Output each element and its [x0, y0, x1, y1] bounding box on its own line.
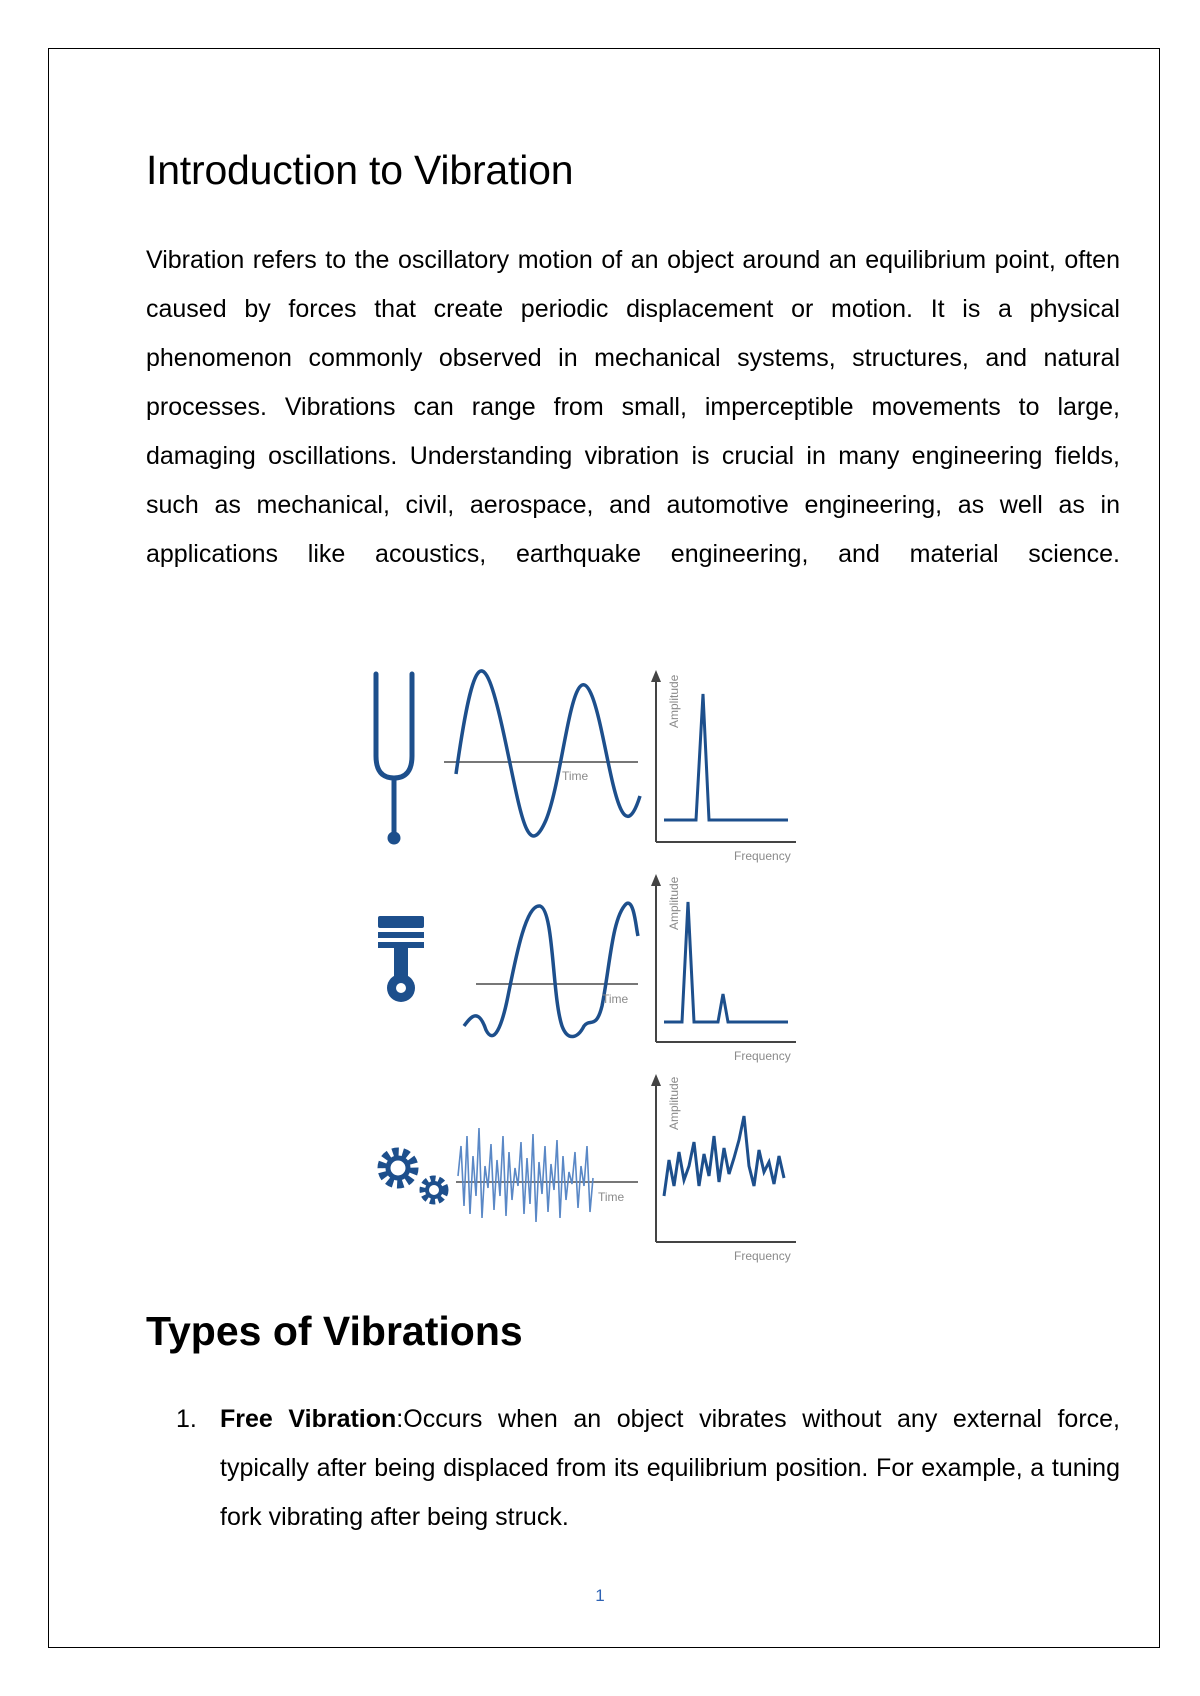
random-wave-plot — [456, 1128, 638, 1222]
list-text: :Occurs when an object vibrates without any external force, typically after being displaced from its equilibrium position. For example, a tuning fork vibrating after being struck. — [220, 1405, 1120, 1531]
spectrum-plot-3 — [651, 1074, 796, 1263]
list-number: 1. — [176, 1405, 197, 1433]
frequency-label: Frequency — [734, 849, 791, 863]
spectrum-peaks — [664, 902, 788, 1022]
frequency-label-2: Frequency — [734, 1049, 791, 1063]
page-number: 1 — [595, 1586, 605, 1605]
gears-icon — [382, 1152, 445, 1201]
intro-paragraph: Vibration refers to the oscillatory motion of an object around an equilibrium point, often caused by forces that create periodic displacement or motion. It is a physical phenomenon commonly observed in mechanical systems, structures, and natural processes. Vibrations can range from small, imperceptible movements to large, damaging oscillations. Understanding vibration is crucial in many engineering fields, such as mechanical, civil, aerospace, and automotive engineering, as well as in applications like acoustics, earthquake engineering, and material science. — [146, 246, 1120, 568]
amplitude-label-2: Amplitude — [667, 876, 681, 930]
vibration-diagram — [356, 666, 816, 1286]
tuning-fork-icon — [376, 674, 412, 842]
piston-icon — [378, 916, 424, 1002]
frequency-label-3: Frequency — [734, 1249, 791, 1263]
amplitude-label-3: Amplitude — [667, 1076, 681, 1130]
spectrum-peak — [664, 694, 788, 820]
list-term: Free Vibration — [220, 1405, 397, 1433]
amplitude-label: Amplitude — [667, 674, 681, 728]
distorted-wave-plot — [464, 903, 638, 1036]
distorted-wave — [464, 903, 638, 1036]
section-heading: Types of Vibrations — [146, 1308, 523, 1354]
vibration-figure — [356, 666, 816, 1286]
sine-wave-plot — [444, 671, 640, 836]
random-wave — [458, 1128, 593, 1222]
list-item — [176, 1395, 1120, 1542]
broadband-spectrum — [664, 1116, 784, 1196]
time-label: Time — [562, 769, 589, 783]
page-title: Introduction to Vibration — [146, 147, 574, 193]
spectrum-plot — [651, 670, 796, 863]
time-label-3: Time — [598, 1190, 625, 1204]
sine-wave — [456, 671, 640, 836]
time-label-2: Time — [602, 992, 629, 1006]
spectrum-plot-2 — [651, 874, 796, 1063]
types-list — [176, 1395, 1120, 1542]
